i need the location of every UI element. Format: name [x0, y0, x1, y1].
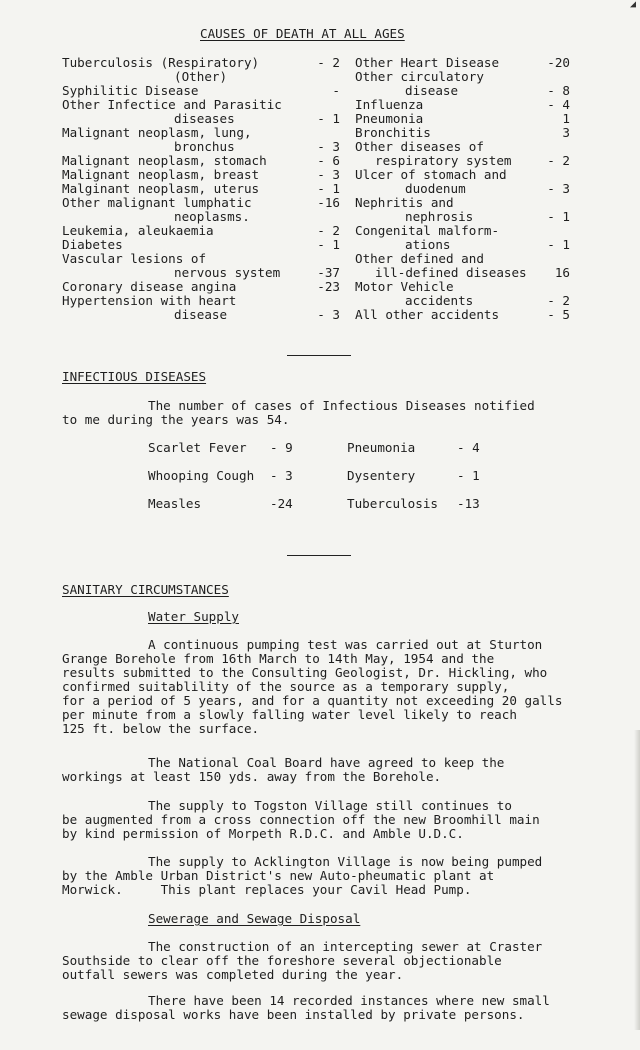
cause-row	[355, 154, 570, 168]
cause-row	[355, 308, 570, 322]
infectious-case-count: -13	[457, 496, 480, 511]
cause-row	[62, 154, 340, 168]
cause-label: Other diseases of	[355, 139, 484, 154]
water-supply-paragraph-2	[62, 756, 504, 784]
cause-count: - 1	[317, 181, 340, 196]
cause-row	[62, 294, 340, 308]
cause-label: ations	[405, 237, 451, 252]
infectious-disease-name: Tuberculosis	[347, 496, 438, 511]
cause-label: Pneumonia	[355, 111, 424, 126]
text-line: Southside to clear off the foreshore several objectionable	[62, 953, 502, 968]
cause-label: All other accidents	[355, 307, 500, 322]
cause-label: Diabetes	[62, 237, 123, 252]
cause-label: Tuberculosis (Respiratory)	[62, 55, 260, 70]
cause-row	[62, 84, 340, 98]
causes-right-column	[355, 56, 570, 322]
cause-count: -37	[317, 265, 340, 280]
cause-count: - 3	[317, 307, 340, 322]
cause-count: - 4	[547, 97, 570, 112]
text-line: per minute from a slowly falling water level likely to reach	[62, 707, 517, 722]
cause-label: Malignant neoplasm, lung,	[62, 125, 252, 140]
water-supply-paragraph-4	[62, 855, 542, 897]
cause-count: -16	[317, 195, 340, 210]
infectious-left-list	[148, 441, 308, 525]
sewerage-paragraph-1	[62, 940, 542, 982]
cause-label: Other Infectice and Parasitic	[62, 97, 282, 112]
cause-label: ill-defined diseases	[375, 265, 527, 280]
cause-row	[355, 252, 570, 266]
cause-count: 1	[562, 111, 570, 126]
text-line: by kind permission of Morpeth R.D.C. and Amble U.D.C.	[62, 826, 464, 841]
sewerage-paragraph-2	[62, 994, 550, 1022]
cause-row	[355, 294, 570, 308]
cause-label: neoplasms.	[174, 209, 250, 224]
cause-label: (Other)	[174, 69, 228, 84]
cause-label: accidents	[405, 293, 474, 308]
infectious-intro-line-1: The number of cases of Infectious Diseases notified	[148, 398, 535, 413]
section-divider	[287, 355, 351, 356]
text-line: for a period of 5 years, and for a quantity not exceeding 20 galls	[62, 693, 563, 708]
cause-row	[355, 224, 570, 238]
cause-count: - 3	[317, 139, 340, 154]
cause-row	[355, 168, 570, 182]
cause-count: -23	[317, 279, 340, 294]
cause-label: Syphilitic Disease	[62, 83, 199, 98]
cause-row	[355, 210, 570, 224]
cause-row	[62, 168, 340, 182]
cause-row	[355, 84, 570, 98]
infectious-case-count: - 3	[270, 468, 293, 483]
cause-label: Motor Vehicle	[355, 279, 454, 294]
text-line: The construction of an intercepting sewer at Craster	[148, 939, 543, 954]
text-line: The National Coal Board have agreed to keep the	[148, 755, 505, 770]
cause-row	[62, 280, 340, 294]
text-line: A continuous pumping test was carried out at Sturton	[148, 637, 543, 652]
cause-count: - 8	[547, 83, 570, 98]
cause-label: disease	[405, 83, 459, 98]
water-supply-heading: Water Supply	[148, 609, 239, 624]
cause-label: Other defined and	[355, 251, 484, 266]
cause-label: Other malignant lumphatic	[62, 195, 252, 210]
cause-row	[355, 126, 570, 140]
infectious-intro-line-2: to me during the years was 54.	[62, 412, 290, 427]
cause-count: 3	[562, 125, 570, 140]
cause-label: duodenum	[405, 181, 466, 196]
cause-count: 16	[554, 265, 570, 280]
cause-count: - 2	[317, 223, 340, 238]
cause-row	[355, 112, 570, 126]
cause-row	[355, 196, 570, 210]
cause-row	[62, 210, 340, 224]
infectious-item	[148, 497, 308, 525]
cause-row	[62, 112, 340, 126]
text-line: sewage disposal works have been installed by private persons.	[62, 1007, 525, 1022]
cause-row	[62, 56, 340, 70]
cause-label: nephrosis	[405, 209, 474, 224]
cause-row	[62, 98, 340, 112]
cause-row	[62, 70, 340, 84]
text-line: The supply to Togston Village still continues to	[148, 798, 512, 813]
text-line: workings at least 150 yds. away from the Borehole.	[62, 769, 442, 784]
water-supply-paragraph-3	[62, 799, 540, 841]
cause-label: Malginant neoplasm, uterus	[62, 181, 260, 196]
cause-label: Other circulatory	[355, 69, 484, 84]
cause-label: Malignant neoplasm, stomach	[62, 153, 267, 168]
cause-row	[355, 280, 570, 294]
cause-count: - 3	[317, 167, 340, 182]
cause-row	[355, 182, 570, 196]
cause-row	[62, 196, 340, 210]
cause-label: Nephritis and	[355, 195, 454, 210]
infectious-right-list	[347, 441, 497, 525]
text-line: confirmed suitablility of the source as a temporary supply,	[62, 679, 510, 694]
cause-row	[355, 56, 570, 70]
text-line: results submitted to the Consulting Geologist, Dr. Hickling, who	[62, 665, 548, 680]
cause-label: Congenital malform-	[355, 223, 500, 238]
infectious-item	[347, 497, 497, 525]
text-line: be augmented from a cross connection off the new Broomhill main	[62, 812, 540, 827]
cause-row	[62, 126, 340, 140]
text-line: 125 ft. below the surface.	[62, 721, 260, 736]
cause-label: Vascular lesions of	[62, 251, 207, 266]
cause-label: respiratory system	[375, 153, 512, 168]
cause-label: Leukemia, aleukaemia	[62, 223, 214, 238]
cause-row	[355, 70, 570, 84]
cause-label: diseases	[174, 111, 235, 126]
section-divider	[287, 555, 351, 556]
infectious-item	[347, 469, 497, 497]
text-line: by the Amble Urban District's new Auto-pheumatic plant at	[62, 868, 495, 883]
infectious-item	[347, 441, 497, 469]
cause-count: - 1	[317, 111, 340, 126]
cause-label: Hypertension with heart	[62, 293, 237, 308]
infectious-disease-name: Whooping Cough	[148, 468, 255, 483]
water-supply-paragraph-1	[62, 638, 562, 736]
cause-label: Influenza	[355, 97, 424, 112]
cause-count: - 1	[547, 209, 570, 224]
infectious-disease-name: Measles	[148, 496, 202, 511]
cause-row	[355, 266, 570, 280]
page-corner-mark: ◢	[630, 0, 637, 10]
cause-row	[62, 224, 340, 238]
text-line: The supply to Acklington Village is now being pumped	[148, 854, 543, 869]
cause-label: Malignant neoplasm, breast	[62, 167, 260, 182]
sewerage-heading: Sewerage and Sewage Disposal	[148, 911, 361, 926]
cause-row	[62, 182, 340, 196]
infectious-disease-name: Dysentery	[347, 468, 416, 483]
text-line: Grange Borehole from 16th March to 14th May, 1954 and the	[62, 651, 495, 666]
infectious-diseases-heading: INFECTIOUS DISEASES	[62, 369, 207, 384]
cause-count: - 6	[317, 153, 340, 168]
cause-label: Bronchitis	[355, 125, 431, 140]
cause-row	[355, 98, 570, 112]
infectious-case-count: -24	[270, 496, 293, 511]
text-line: outfall sewers was completed during the year.	[62, 967, 404, 982]
infectious-disease-name: Scarlet Fever	[148, 440, 247, 455]
cause-row	[62, 140, 340, 154]
cause-count: - 1	[317, 237, 340, 252]
cause-row	[62, 252, 340, 266]
cause-count: - 2	[547, 153, 570, 168]
page-edge-shadow	[634, 730, 640, 1030]
infectious-disease-name: Pneumonia	[347, 440, 416, 455]
causes-left-column	[62, 56, 340, 322]
cause-row	[62, 238, 340, 252]
cause-label: bronchus	[174, 139, 235, 154]
cause-count: -20	[547, 55, 570, 70]
infectious-case-count: - 4	[457, 440, 480, 455]
cause-row	[355, 238, 570, 252]
infectious-case-count: - 1	[457, 468, 480, 483]
cause-count: - 2	[317, 55, 340, 70]
cause-count: - 1	[547, 237, 570, 252]
text-line: Morwick. This plant replaces your Cavil Head Pump.	[62, 882, 472, 897]
text-line: There have been 14 recorded instances where new small	[148, 993, 550, 1008]
cause-label: Ulcer of stomach and	[355, 167, 507, 182]
sanitary-circumstances-heading: SANITARY CIRCUMSTANCES	[62, 582, 229, 597]
cause-row	[355, 140, 570, 154]
cause-count: - 2	[547, 293, 570, 308]
cause-row	[62, 308, 340, 322]
infectious-item	[148, 469, 308, 497]
cause-count: - 5	[547, 307, 570, 322]
cause-count: -	[332, 83, 340, 98]
infectious-case-count: - 9	[270, 440, 293, 455]
cause-row	[62, 266, 340, 280]
cause-label: Other Heart Disease	[355, 55, 500, 70]
causes-of-death-heading: CAUSES OF DEATH AT ALL AGES	[200, 26, 405, 41]
cause-count: - 3	[547, 181, 570, 196]
cause-label: nervous system	[174, 265, 281, 280]
cause-label: Coronary disease angina	[62, 279, 237, 294]
cause-label: disease	[174, 307, 228, 322]
infectious-item	[148, 441, 308, 469]
